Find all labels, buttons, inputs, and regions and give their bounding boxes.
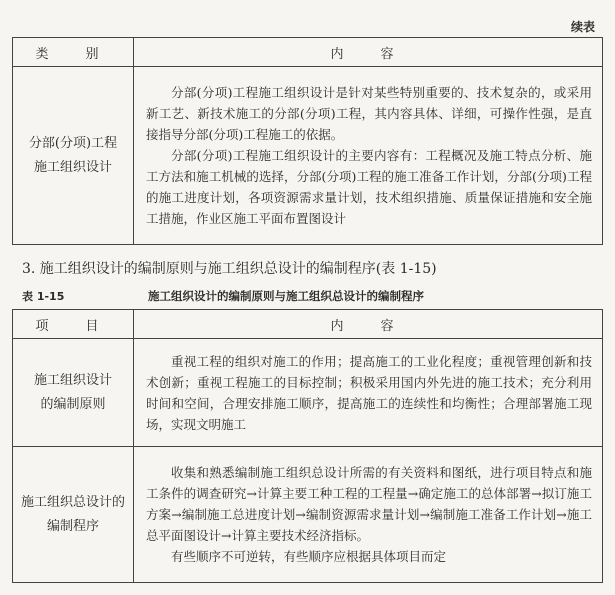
table-title: 施工组织设计的编制原则与施工组织总设计的编制程序	[148, 289, 424, 303]
header-content: 内 容	[134, 38, 603, 67]
category-line: 分部(分项)工程	[28, 135, 118, 151]
content-cell	[134, 67, 603, 245]
header-category: 类 别	[13, 38, 134, 67]
content-cell	[134, 339, 603, 447]
content-cell	[134, 447, 603, 583]
category-cell	[13, 67, 134, 245]
table-row	[13, 447, 603, 583]
section-heading: 3. 施工组织设计的编制原则与施工组织总设计的编制程序(表 1-15)	[22, 261, 437, 277]
header-item: 项 目	[13, 310, 134, 339]
table-row	[13, 339, 603, 447]
content-paragraph: 分部(分项)工程施工组织设计是针对某些特别重要的、技术复杂的，或采用新工艺、新技术施工的分部(分项)工程，其内容具体、详细，可操作性强，是直接指导分部(分项)工程施工的依据。	[146, 85, 592, 142]
item-line: 编制程序	[46, 518, 99, 534]
content-paragraph: 分部(分项)工程施工组织设计的主要内容有：工程概况及施工特点分析、施工方法和施工机械的选择，分部(分项)工程的施工准备工作计划，分部(分项)工程的施工进度计划，各项资源需求量计划，技术组织措施、质量保证措施和安全施工措施，作业区施工平面布置图设计	[146, 148, 592, 226]
table-1-15	[12, 309, 603, 583]
item-cell	[13, 339, 134, 447]
content-paragraph: 收集和熟悉编制施工组织总设计所需的有关资料和图纸，进行项目特点和施工条件的调查研究→计算主要工种工程的工程量→确定施工的总体部署→拟订施工方案→编制施工总进度计划→编制资源需求量计划→编制施工准备工作计划→施工总平面图设计→计算主要技术经济指标。	[146, 465, 592, 543]
table-header-row	[13, 310, 603, 339]
table-row	[13, 67, 603, 245]
item-line: 施工组织设计	[33, 372, 112, 388]
header-content: 内 容	[134, 310, 603, 339]
table-1-14-continued	[12, 37, 603, 245]
content-paragraph: 重视工程的组织对施工的作用；提高施工的工业化程度；重视管理创新和技术创新；重视工程施工的目标控制；积极采用国内外先进的施工技术；充分利用时间和空间，合理安排施工顺序，提高施工的连续性和均衡性；合理部署施工现场，实现文明施工	[146, 353, 592, 432]
item-cell	[13, 447, 134, 583]
table-header-row	[13, 38, 603, 67]
category-line: 施工组织设计	[33, 159, 112, 175]
item-line: 施工组织总设计的	[20, 494, 125, 510]
content-paragraph: 有些顺序不可逆转，有些顺序应根据具体项目而定	[171, 549, 447, 564]
item-line: 的编制原则	[40, 396, 106, 412]
continued-label: 续表	[570, 20, 595, 34]
table-number: 表 1-15	[22, 290, 65, 303]
